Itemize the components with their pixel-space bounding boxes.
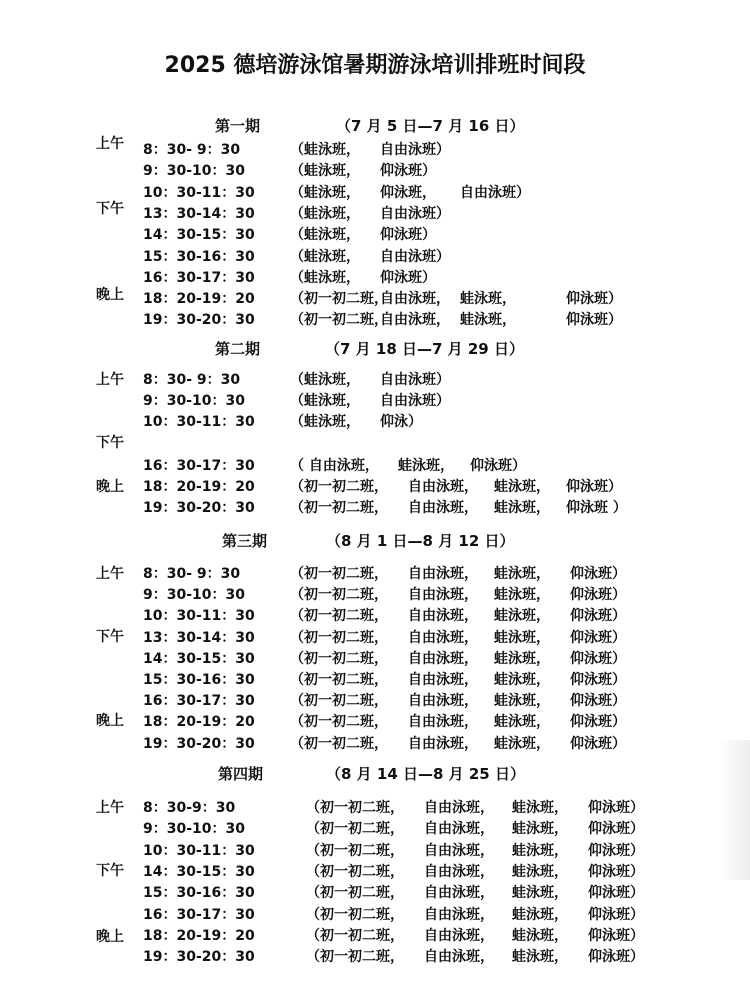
time-slot: 10：30-11：30 — [143, 842, 255, 859]
time-slot: 8：30- 9：30 — [143, 372, 241, 388]
time-slot: 13：30-14：30 — [143, 629, 255, 646]
session-label: 晚上 — [96, 929, 124, 945]
class-type: （初一初二班， — [306, 842, 404, 859]
class-type: 自由泳班， — [380, 291, 450, 308]
class-type: 自由泳班， — [424, 863, 494, 880]
class-type: （初一初二班， — [306, 949, 404, 966]
class-type: （初一初二班， — [290, 566, 388, 582]
session-label: 上午 — [96, 136, 124, 152]
class-type: （初一初二班， — [290, 629, 388, 646]
class-type: 自由泳班， — [408, 650, 478, 667]
time-slot: 18：20-19：20 — [143, 714, 255, 731]
class-type: （初一初二班， — [290, 291, 388, 308]
class-type: 蛙泳班， — [512, 927, 568, 944]
phase-date-range: （7 月 18 日—7 月 29 日） — [325, 340, 524, 358]
schedule-row — [0, 584, 750, 605]
session-label: 晚上 — [96, 713, 124, 729]
class-type: 自由泳班） — [460, 184, 530, 201]
session-label: 晚上 — [96, 479, 124, 495]
class-type: 自由泳班， — [408, 500, 478, 516]
session-label: 上午 — [96, 800, 124, 816]
schedule-row — [0, 669, 750, 690]
time-slot: 8：30- 9：30 — [143, 142, 241, 158]
schedule-row — [0, 246, 750, 267]
class-type: 仰泳班 ） — [566, 500, 627, 516]
class-type: （蛙泳班， — [290, 372, 360, 388]
class-type: 蛙泳班， — [494, 735, 550, 752]
class-type: 自由泳班， — [408, 608, 478, 625]
schedule-row — [0, 627, 750, 648]
class-type: 仰泳班） — [588, 906, 644, 923]
class-type: （蛙泳班， — [290, 163, 360, 180]
class-type: 蛙泳班， — [512, 821, 568, 838]
class-type: （初一初二班， — [290, 714, 388, 731]
time-slot: 16：30-17：30 — [143, 269, 255, 286]
class-type: 自由泳班） — [380, 372, 450, 388]
time-slot: 9：30-10：30 — [143, 821, 245, 838]
class-type: （蛙泳班， — [290, 227, 360, 244]
class-type: 仰泳班） — [588, 885, 644, 902]
schedule-row — [0, 861, 750, 882]
schedule-row — [0, 309, 750, 330]
class-type: 蛙泳班， — [460, 312, 516, 329]
phase-date-range: （8 月 14 日—8 月 25 日） — [326, 765, 525, 783]
schedule-row — [0, 946, 750, 967]
time-slot: 10：30-11：30 — [143, 184, 255, 201]
time-slot: 19：30-20：30 — [143, 949, 255, 966]
schedule-row — [0, 690, 750, 711]
schedule-row — [0, 455, 750, 476]
class-type: 蛙泳班， — [494, 629, 550, 646]
time-slot: 9：30-10：30 — [143, 393, 245, 409]
schedule-row — [0, 411, 750, 432]
class-type: 仰泳班） — [588, 949, 644, 966]
class-type: （初一初二班， — [290, 500, 388, 516]
time-slot: 15：30-16：30 — [143, 672, 255, 688]
schedule-row — [0, 925, 750, 946]
class-type: 蛙泳班， — [512, 885, 568, 902]
time-slot: 14：30-15：30 — [143, 863, 255, 880]
class-type: 仰泳班） — [570, 650, 626, 667]
schedule-row — [0, 390, 750, 411]
session-label: 下午 — [96, 863, 124, 879]
class-type: （初一初二班， — [290, 479, 388, 495]
class-type: 蛙泳班， — [494, 608, 550, 625]
class-type: 仰泳班） — [588, 863, 644, 880]
class-type: （蛙泳班， — [290, 414, 360, 430]
class-type: 自由泳班） — [380, 205, 450, 222]
class-type: 仰泳班） — [380, 163, 436, 180]
class-type: 仰泳班） — [570, 608, 626, 625]
class-type: 仰泳班） — [570, 629, 626, 646]
schedule-row — [0, 369, 750, 390]
schedule-row — [0, 840, 750, 861]
class-type: 自由泳班， — [424, 885, 494, 902]
time-slot: 16：30-17：30 — [143, 906, 255, 923]
class-type: （初一初二班， — [306, 863, 404, 880]
class-type: 仰泳班） — [570, 566, 626, 582]
class-type: 蛙泳班， — [494, 587, 550, 604]
time-slot: 15：30-16：30 — [143, 248, 255, 265]
class-type: 蛙泳班， — [512, 842, 568, 859]
schedule-row — [0, 882, 750, 903]
schedule-row — [0, 476, 750, 497]
class-type: 蛙泳班， — [512, 906, 568, 923]
class-type: 蛙泳班， — [494, 566, 550, 582]
time-slot: 9：30-10：30 — [143, 163, 245, 180]
class-type: 自由泳班， — [408, 714, 478, 731]
phase-name: 第一期 — [215, 117, 261, 135]
class-type: 仰泳班） — [588, 842, 644, 859]
paper-shadow — [720, 740, 750, 880]
class-type: （初一初二班， — [290, 608, 388, 625]
class-type: 蛙泳班， — [494, 672, 550, 688]
schedule-row — [0, 139, 750, 160]
class-type: 蛙泳班， — [512, 949, 568, 966]
time-slot: 16：30-17：30 — [143, 693, 255, 710]
time-slot: 18：20-19：20 — [143, 291, 255, 308]
class-type: （初一初二班， — [306, 906, 404, 923]
class-type: 仰泳班） — [588, 821, 644, 838]
class-type: （初一初二班， — [290, 693, 388, 710]
schedule-row — [0, 733, 750, 754]
class-type: 自由泳班， — [380, 312, 450, 329]
class-type: 自由泳班， — [424, 842, 494, 859]
class-type: 自由泳班， — [424, 821, 494, 838]
time-slot: 9：30-10：30 — [143, 587, 245, 604]
class-type: 仰泳班） — [566, 312, 622, 329]
time-slot: 18：20-19：20 — [143, 479, 255, 495]
class-type: 蛙泳班， — [512, 800, 568, 816]
session-label: 晚上 — [96, 287, 124, 303]
schedule-row — [0, 797, 750, 818]
class-type: 自由泳班， — [408, 693, 478, 710]
class-type: （初一初二班， — [306, 927, 404, 944]
class-type: （初一初二班， — [290, 650, 388, 667]
class-type: 仰泳班） — [380, 269, 436, 286]
class-type: （ 自由泳班， — [290, 458, 379, 474]
session-label: 下午 — [96, 435, 124, 451]
class-type: （蛙泳班， — [290, 393, 360, 409]
class-type: 仰泳班） — [570, 693, 626, 710]
class-type: 仰泳班） — [380, 227, 436, 244]
phase-name: 第三期 — [222, 532, 268, 550]
class-type: 蛙泳班， — [494, 650, 550, 667]
class-type: 自由泳班） — [380, 393, 450, 409]
schedule-row — [0, 267, 750, 288]
class-type: 仰泳班） — [588, 927, 644, 944]
class-type: 自由泳班， — [424, 800, 494, 816]
class-type: 蛙泳班， — [512, 863, 568, 880]
time-slot: 8：30-9：30 — [143, 800, 236, 816]
class-type: 自由泳班） — [380, 248, 450, 265]
class-type: 仰泳班） — [566, 291, 622, 308]
class-type: 自由泳班， — [424, 906, 494, 923]
class-type: 仰泳班） — [570, 735, 626, 752]
class-type: （蛙泳班， — [290, 142, 360, 158]
schedule-row — [0, 497, 750, 518]
class-type: 蛙泳班， — [494, 714, 550, 731]
class-type: 仰泳班） — [570, 587, 626, 604]
class-type: 仰泳班） — [588, 800, 644, 816]
class-type: 仰泳班， — [380, 184, 436, 201]
class-type: 自由泳班， — [408, 587, 478, 604]
phase-date-range: （7 月 5 日—7 月 16 日） — [336, 117, 525, 135]
class-type: 自由泳班， — [408, 735, 478, 752]
time-slot: 10：30-11：30 — [143, 414, 255, 430]
class-type: 蛙泳班， — [494, 500, 550, 516]
schedule-row — [0, 203, 750, 224]
time-slot: 14：30-15：30 — [143, 227, 255, 244]
phase-name: 第四期 — [218, 765, 264, 783]
session-label: 上午 — [96, 566, 124, 582]
class-type: （初一初二班， — [306, 885, 404, 902]
class-type: （初一初二班， — [290, 312, 388, 329]
schedule-row — [0, 182, 750, 203]
class-type: 仰泳班） — [570, 714, 626, 731]
schedule-row — [0, 605, 750, 626]
time-slot: 13：30-14：30 — [143, 205, 255, 222]
class-type: 自由泳班， — [408, 672, 478, 688]
class-type: 蛙泳班， — [460, 291, 516, 308]
time-slot: 15：30-16：30 — [143, 885, 255, 902]
time-slot: 10：30-11：30 — [143, 608, 255, 625]
phase-date-range: （8 月 1 日—8 月 12 日） — [326, 532, 515, 550]
session-label: 下午 — [96, 201, 124, 217]
class-type: （初一初二班， — [290, 735, 388, 752]
time-slot: 16：30-17：30 — [143, 458, 255, 474]
class-type: （初一初二班， — [290, 587, 388, 604]
class-type: 自由泳班， — [408, 479, 478, 495]
schedule-row — [0, 818, 750, 839]
class-type: 仰泳班） — [566, 479, 622, 495]
schedule-row — [0, 224, 750, 245]
class-type: 自由泳班， — [408, 629, 478, 646]
page-title: 2025 德培游泳馆暑期游泳培训排班时间段 — [164, 53, 586, 78]
class-type: （蛙泳班， — [290, 248, 360, 265]
class-type: 自由泳班， — [408, 566, 478, 582]
session-label: 下午 — [96, 629, 124, 645]
session-label: 上午 — [96, 372, 124, 388]
class-type: 仰泳班） — [570, 672, 626, 688]
schedule-row — [0, 160, 750, 181]
time-slot: 19：30-20：30 — [143, 500, 255, 516]
class-type: 仰泳班） — [470, 458, 526, 474]
class-type: 自由泳班） — [380, 142, 450, 158]
schedule-row — [0, 563, 750, 584]
class-type: （初一初二班， — [290, 672, 388, 688]
class-type: 蛙泳班， — [494, 479, 550, 495]
class-type: （蛙泳班， — [290, 269, 360, 286]
class-type: 仰泳） — [380, 414, 422, 430]
time-slot: 19：30-20：30 — [143, 312, 255, 329]
class-type: （蛙泳班， — [290, 184, 360, 201]
phase-name: 第二期 — [215, 340, 261, 358]
schedule-row — [0, 904, 750, 925]
class-type: （蛙泳班， — [290, 205, 360, 222]
schedule-row — [0, 288, 750, 309]
class-type: （初一初二班， — [306, 800, 404, 816]
class-type: 蛙泳班， — [398, 458, 454, 474]
time-slot: 19：30-20：30 — [143, 735, 255, 752]
schedule-row — [0, 711, 750, 732]
time-slot: 18：20-19：20 — [143, 927, 255, 944]
class-type: 自由泳班， — [424, 949, 494, 966]
class-type: （初一初二班， — [306, 821, 404, 838]
time-slot: 14：30-15：30 — [143, 650, 255, 667]
class-type: 自由泳班， — [424, 927, 494, 944]
time-slot: 8：30- 9：30 — [143, 566, 241, 582]
class-type: 蛙泳班， — [494, 693, 550, 710]
schedule-row — [0, 648, 750, 669]
